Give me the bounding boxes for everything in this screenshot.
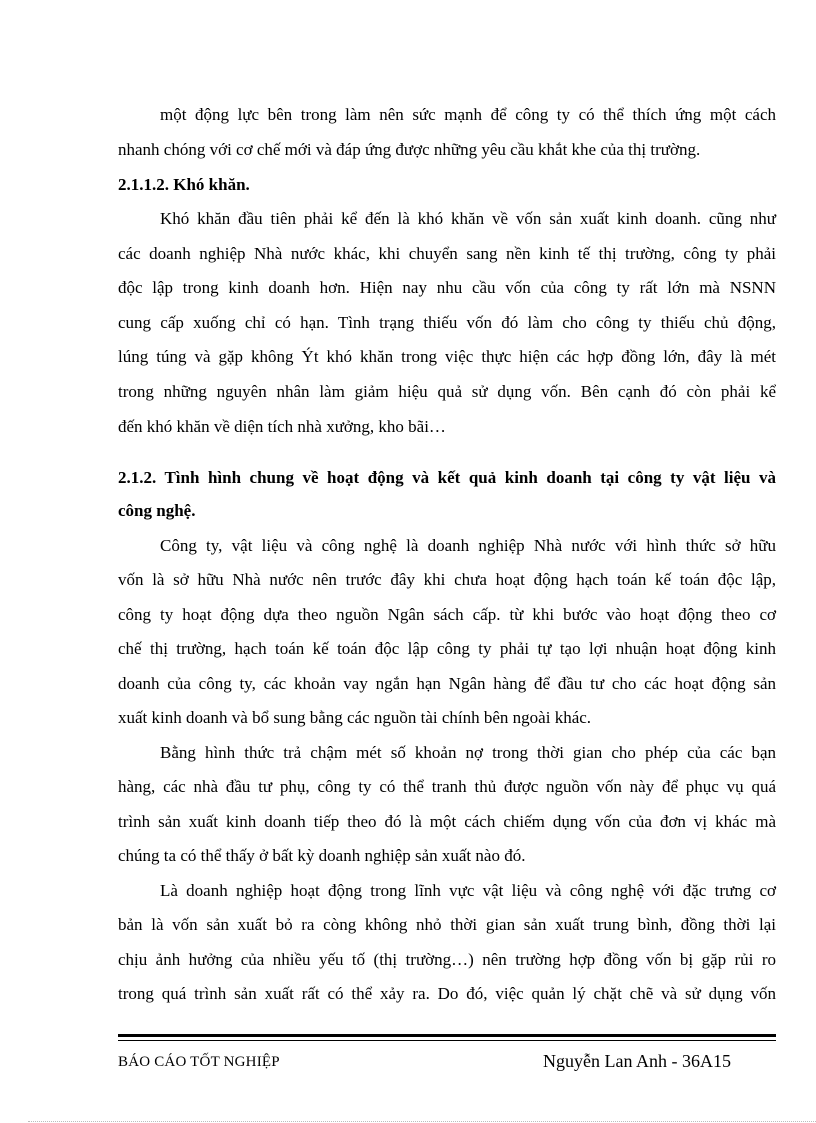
body-line: đến khó khăn về diện tích nhà xưởng, kho bãi… [118,417,446,436]
body-line: Bằng hình thức trả chậm mét số khoản nợ trong thời gian cho phép của các bạn [160,743,776,762]
footer-rule-thick [118,1034,776,1037]
body-line: Công ty, vật liệu và công nghệ là doanh nghiệp Nhà nước với hình thức sở hữu [160,536,776,555]
body-line: một động lực bên trong làm nên sức mạnh để công ty có thể thích ứng một cách [160,105,776,124]
body-line: chế thị trường, hạch toán kế toán độc lập công ty phải tự tạo lợi nhuận hoạt động kinh [118,639,776,658]
body-line: các doanh nghiệp Nhà nước khác, khi chuyển sang nền kinh tế thị trường, công ty phải [118,244,776,263]
footer-report-title: BÁO CÁO TỐT NGHIỆP [118,1054,280,1070]
section-heading: 2.1.1.2. Khó khăn. [118,175,250,194]
body-line: trong những nguyên nhân làm giảm hiệu quả sử dụng vốn. Bên cạnh đó còn phải kể [118,382,776,401]
body-line: chịu ảnh hưởng của nhiều yếu tố (thị trường…) nên trường hợp đồng vốn bị gặp rủi ro [118,950,776,969]
body-line: công ty hoạt động dựa theo nguồn Ngân sách cấp. từ khi bước vào hoạt động theo cơ [118,605,776,624]
page-bottom-border [28,1121,816,1122]
body-line: Là doanh nghiệp hoạt động trong lĩnh vực vật liệu và công nghệ với đặc trưng cơ [160,881,776,900]
body-line: trong quá trình sản xuất rất có thể xảy ra. Do đó, việc quản lý chặt chẽ và sử dụng vốn [118,984,776,1003]
body-line: vốn là sở hữu Nhà nước nên trước đây khi chưa hoạt động hạch toán kế toán độc lập, [118,570,776,589]
body-line: hàng, các nhà đầu tư phụ, công ty có thể tranh thủ được nguồn vốn này để phục vụ quá [118,777,776,796]
body-line: cung cấp xuống chỉ có hạn. Tình trạng thiếu vốn đó làm cho công ty thiếu chủ động, [118,313,776,332]
body-line: chúng ta có thể thấy ở bất kỳ doanh nghiệp sản xuất nào đó. [118,846,526,865]
section-heading: 2.1.2. Tình hình chung về hoạt động và kết quả kinh doanh tại công ty vật liệu và [118,468,776,487]
body-line: lúng túng và gặp không Ýt khó khăn trong việc thực hiện các hợp đồng lớn, đây là mét [118,347,776,366]
body-line: Khó khăn đầu tiên phải kể đến là khó khăn về vốn sản xuất kinh doanh. cũng như [160,209,776,228]
section-heading: công nghệ. [118,501,196,520]
body-line: trình sản xuất kinh doanh tiếp theo đó là một cách chiếm dụng vốn của đơn vị khác mà [118,812,776,831]
body-line: độc lập trong kinh doanh hơn. Hiện nay nhu cầu vốn của công ty rất lớn mà NSNN [118,278,776,297]
footer-author: Nguyễn Lan Anh - 36A15 [543,1051,731,1071]
body-line: nhanh chóng với cơ chế mới và đáp ứng được những yêu cầu khắt khe của thị trường. [118,140,701,159]
body-line: doanh của công ty, các khoản vay ngắn hạn Ngân hàng để đầu tư cho các hoạt động sản [118,674,776,693]
body-line: xuất kinh doanh và bổ sung bằng các nguồn tài chính bên ngoài khác. [118,708,592,727]
body-line: bản là vốn sản xuất bỏ ra còng không nhỏ thời gian sản xuất trung bình, đồng thời lại [118,915,776,934]
footer-rule-thin [118,1040,776,1041]
